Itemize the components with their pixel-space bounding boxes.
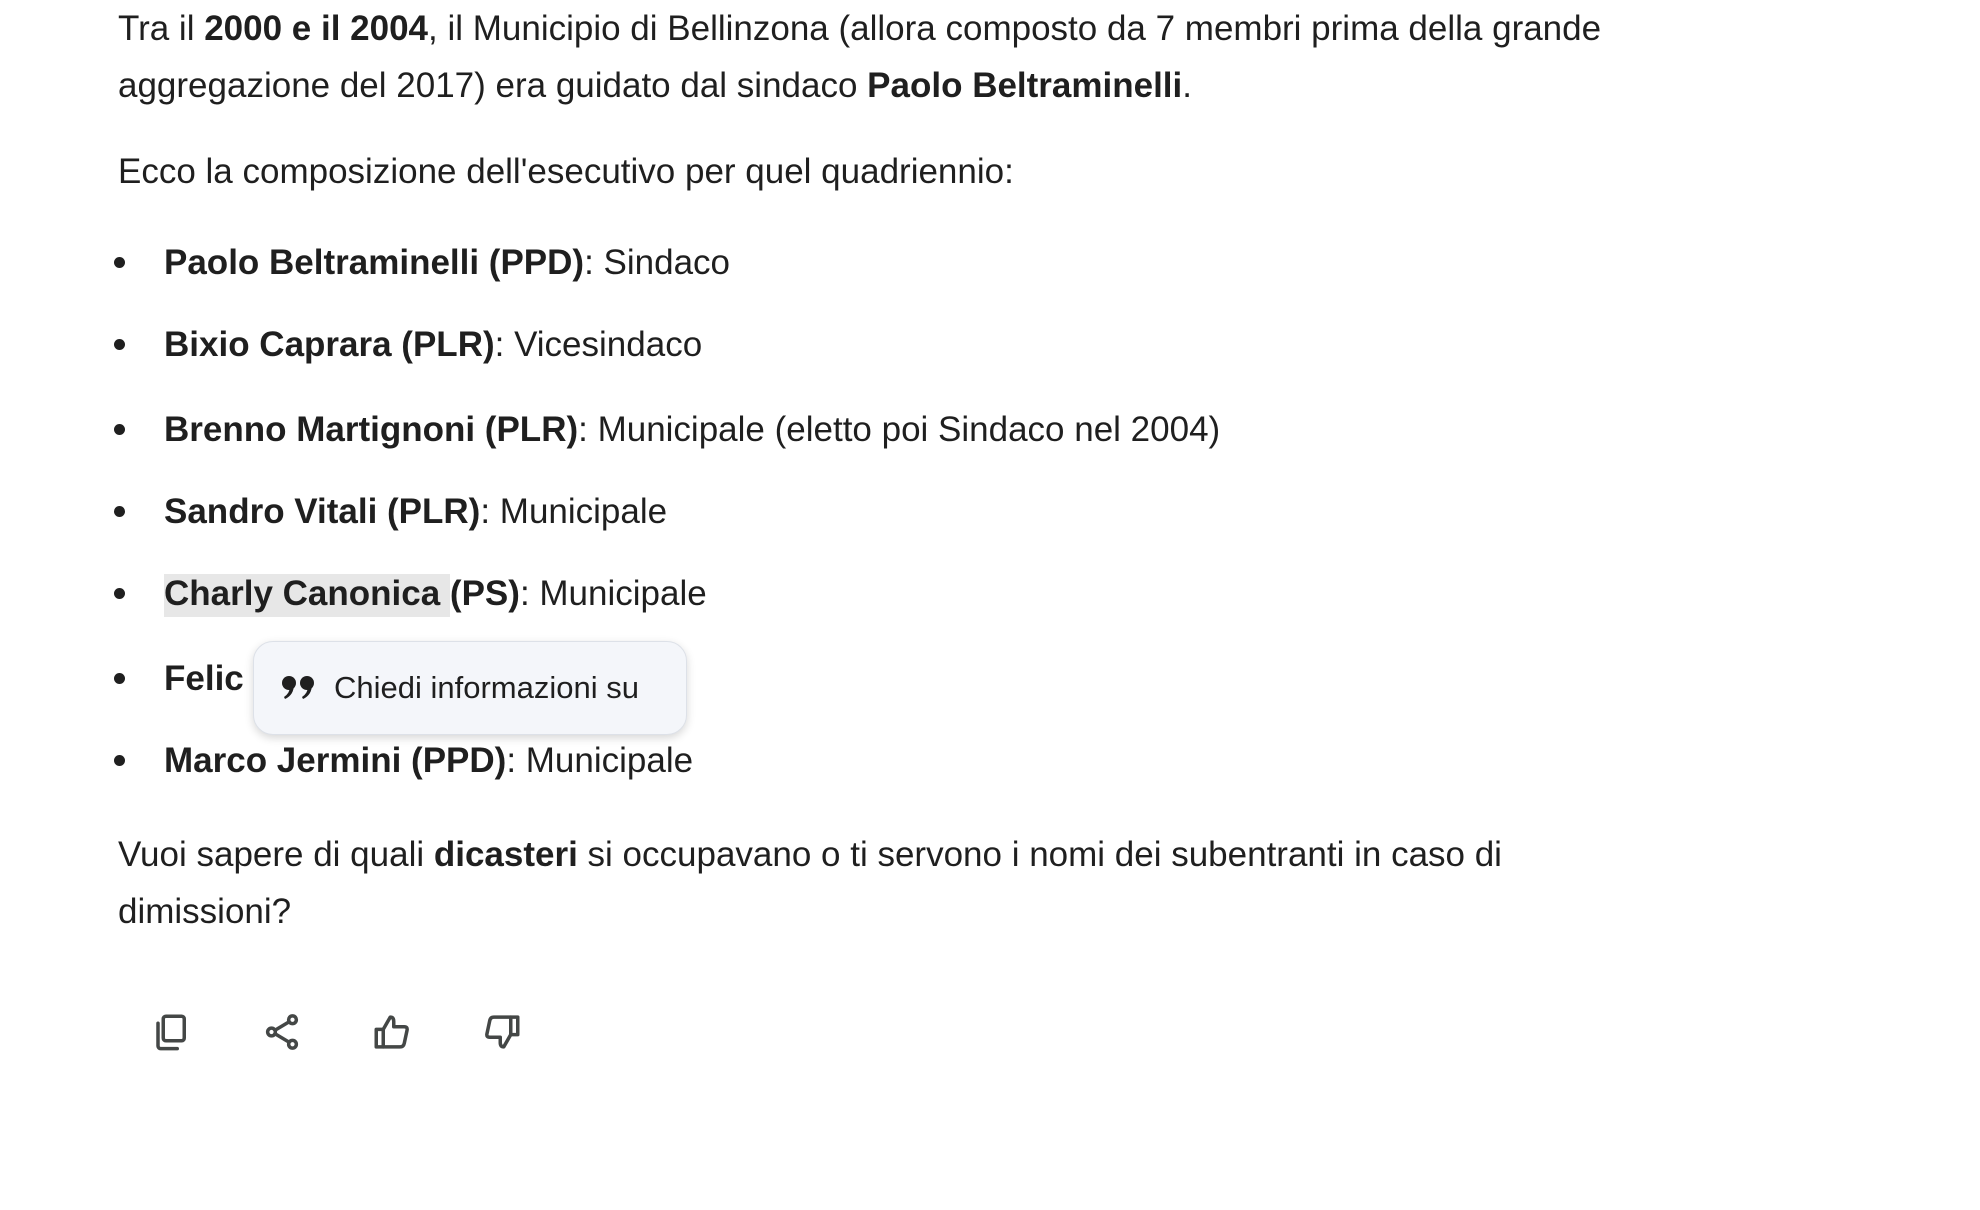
thumbs-down-button[interactable]	[474, 1004, 530, 1060]
member-role: : Municipale	[480, 492, 668, 531]
question-text: si occupavano o ti servono i nomi dei subentranti in caso di dimissioni?	[118, 835, 1502, 931]
lead-paragraph: Ecco la composizione dell'esecutivo per quel quadriennio:	[118, 152, 1014, 191]
member-name: Brenno Martignoni (PLR)	[164, 410, 579, 449]
thumbs-up-icon	[371, 1011, 413, 1053]
share-icon	[261, 1011, 303, 1053]
intro-text: , il Municipio di Bellinzona (allora composto da 7 membri prima della grande aggregazione del 2017) era guidato dal sindaco	[118, 9, 1602, 105]
thumbs-up-button[interactable]	[364, 1004, 420, 1060]
copy-icon	[151, 1011, 193, 1053]
member-name: Paolo Beltraminelli (PPD)	[164, 243, 585, 282]
question-paragraph	[118, 826, 1658, 940]
member-role: : Vicesindaco	[494, 325, 703, 364]
thumbs-down-icon	[481, 1011, 523, 1053]
selected-text-highlight[interactable]: Charly Canonica	[164, 574, 450, 617]
member-name: Bixio Caprara (PLR)	[164, 325, 495, 364]
intro-mayor: Paolo Beltraminelli	[867, 66, 1183, 105]
member-name: Felic	[164, 659, 244, 698]
question-keyword: dicasteri	[433, 835, 578, 874]
intro-years: 2000 e il 2004	[204, 9, 429, 48]
bullet	[114, 257, 125, 268]
member-party: (PS)	[440, 574, 520, 613]
intro-paragraph	[118, 0, 1658, 114]
bullet	[114, 424, 125, 435]
member-role: : Sindaco	[584, 243, 731, 282]
copy-button[interactable]	[144, 1004, 200, 1060]
bullet	[114, 588, 125, 599]
member-role: : Municipale (eletto poi Sindaco nel 2004)	[578, 410, 1221, 449]
share-button[interactable]	[254, 1004, 310, 1060]
bullet	[114, 506, 125, 517]
quote-icon	[280, 671, 320, 705]
bullet	[114, 755, 125, 766]
member-role: : Municipale	[506, 741, 694, 780]
member-name: Marco Jermini (PPD)	[164, 741, 507, 780]
member-role: : Municipale	[519, 574, 707, 613]
intro-text: .	[1182, 66, 1192, 105]
question-text: Vuoi sapere di quali	[118, 835, 434, 874]
tooltip-label: Chiedi informazioni su	[334, 670, 639, 705]
bullet	[114, 673, 125, 684]
member-name: Sandro Vitali (PLR)	[164, 492, 481, 531]
response-actions	[144, 1002, 584, 1062]
bullet	[114, 339, 125, 350]
intro-text: Tra il	[118, 9, 205, 48]
ask-about-tooltip-button[interactable]	[253, 641, 687, 735]
